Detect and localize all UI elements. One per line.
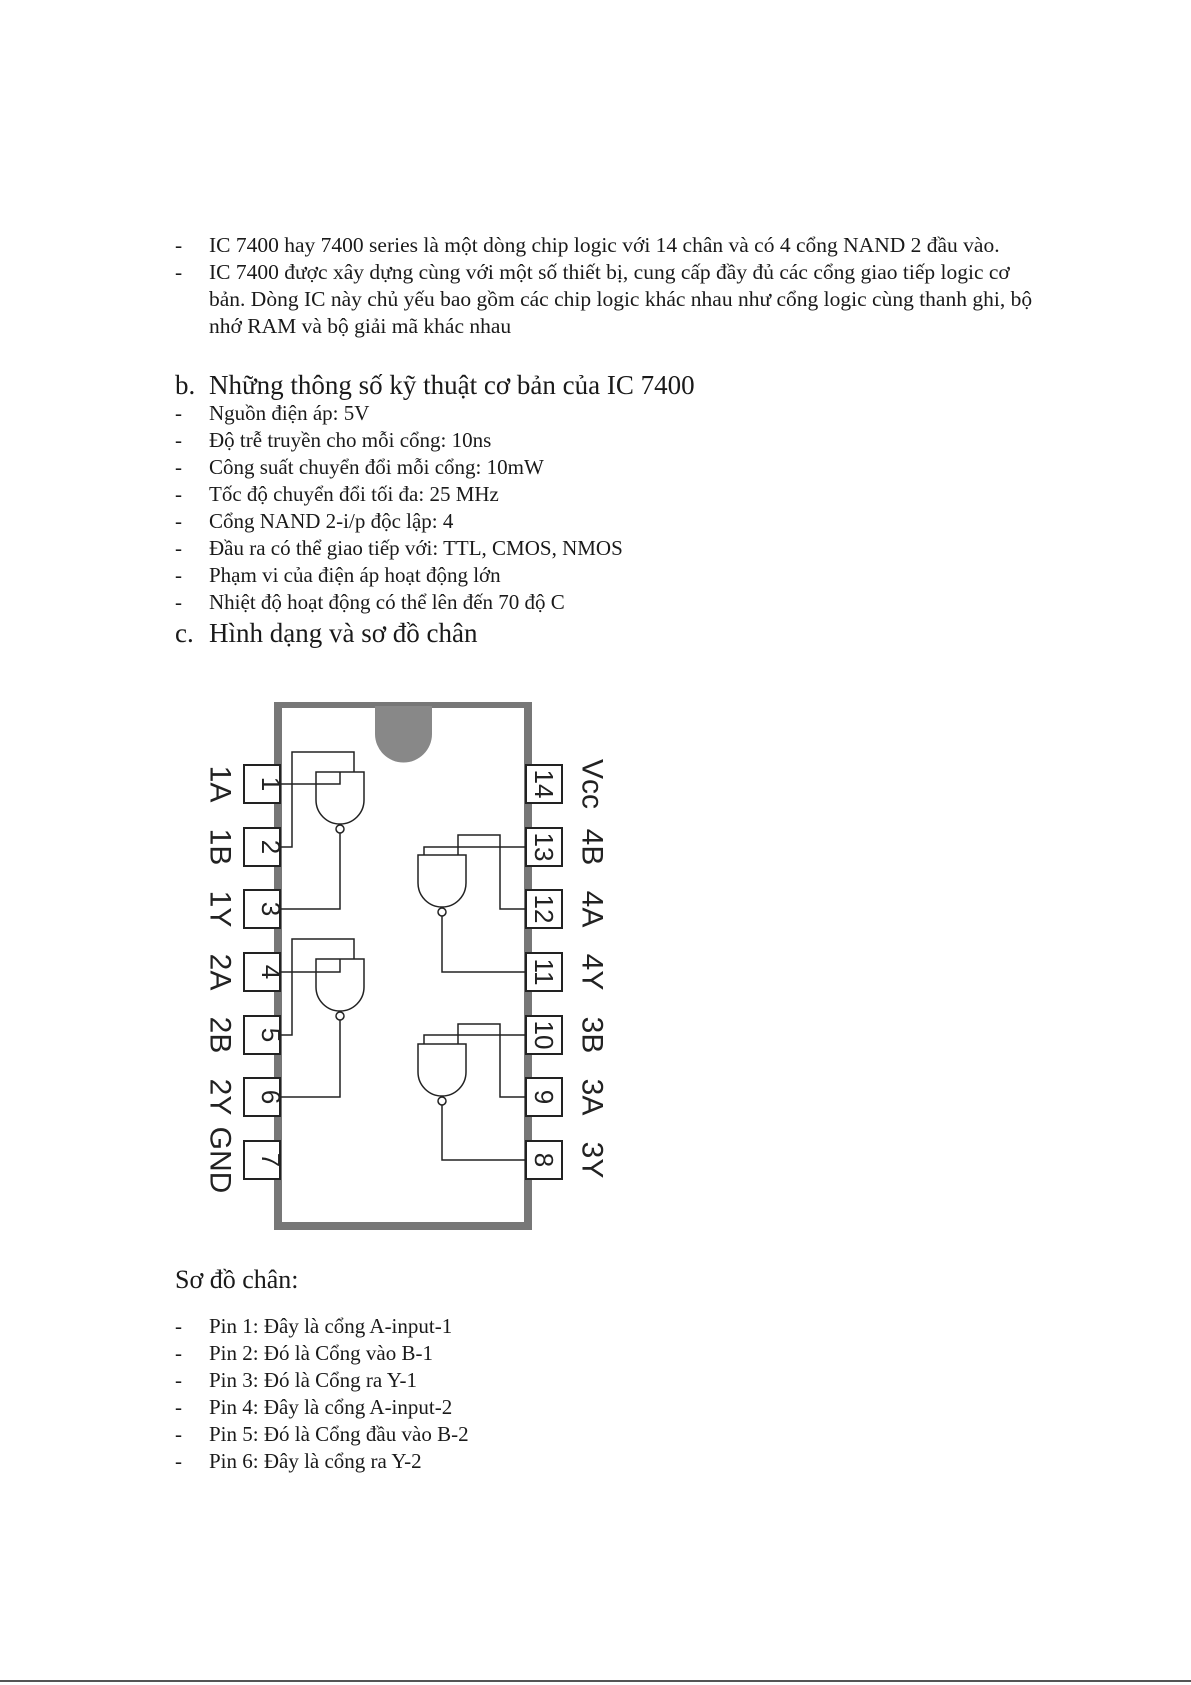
pin-number: 12: [529, 894, 559, 924]
list-item: - Nguồn điện áp: 5V: [175, 401, 370, 425]
pin-label: GND: [203, 1126, 237, 1194]
pin-label: 3Y: [575, 1141, 609, 1179]
pin-number: 14: [529, 769, 559, 799]
pin-number: 8: [529, 1152, 559, 1168]
pin-number: 11: [529, 958, 559, 986]
pin-label: 3A: [575, 1078, 609, 1116]
section-b-heading: b. Những thông số kỹ thuật cơ bản của IC 7400: [175, 370, 695, 400]
specs-list: [175, 400, 623, 616]
pin-number: 4: [256, 964, 286, 980]
list-item: - Công suất chuyển đổi mỗi cổng: 10mW: [175, 455, 544, 479]
pin-number: 2: [256, 839, 286, 855]
pin-number: 5: [256, 1027, 286, 1043]
pin-label: 4A: [575, 890, 609, 928]
pin-label: 2B: [203, 1016, 237, 1054]
list-item: - IC 7400 hay 7400 series là một dòng chip logic với 14 chân và có 4 cổng NAND 2 đầu vào.: [175, 233, 1000, 257]
pin-label: Vcc: [575, 758, 609, 810]
page-bottom-rule: [0, 1680, 1191, 1682]
list-item: - Pin 5: Đó là Cổng đầu vào B-2: [175, 1422, 469, 1446]
pin-number: 3: [256, 901, 286, 917]
list-item: - Nhiệt độ hoạt động có thể lên đến 70 độ C: [175, 590, 565, 614]
list-item: - Đầu ra có thể giao tiếp với: TTL, CMOS, NMOS: [175, 536, 623, 560]
pin-number: 7: [256, 1152, 286, 1168]
pin-label: 3B: [575, 1016, 609, 1054]
pin-number: 6: [256, 1089, 286, 1105]
ic-7400-pinout-diagram: [200, 702, 620, 1232]
list-item: - Pin 1: Đây là cổng A-input-1: [175, 1314, 453, 1338]
pinout-list: [175, 1313, 469, 1475]
pin-number: 13: [529, 832, 559, 862]
pinout-title: Sơ đồ chân:: [175, 1265, 299, 1294]
list-item: - IC 7400 được xây dựng cùng với một số thiết bị, cung cấp đầy đủ các cổng giao tiếp logic cơ bản. Dòng IC này chủ yếu bao gồm các chip logic khác nhau như cổng logic cùng thanh ghi, bộ nhớ RAM và bộ giải mã khác nhau: [175, 260, 1033, 338]
pin-label: 2Y: [203, 1078, 237, 1116]
pin-label: 4Y: [575, 953, 609, 991]
pin-label: 1B: [203, 828, 237, 866]
list-item: - Phạm vi của điện áp hoạt động lớn: [175, 563, 501, 587]
chip-notch: [375, 706, 432, 763]
list-item: - Pin 6: Đây là cổng ra Y-2: [175, 1449, 422, 1473]
list-item: - Độ trễ truyền cho mỗi cổng: 10ns: [175, 428, 492, 452]
list-item: - Pin 3: Đó là Cổng ra Y-1: [175, 1368, 418, 1392]
section-c-heading: c. Hình dạng và sơ đồ chân: [175, 618, 478, 648]
list-item: - Cổng NAND 2-i/p độc lập: 4: [175, 509, 454, 533]
list-item: - Tốc độ chuyển đổi tối đa: 25 MHz: [175, 482, 499, 506]
list-item: - Pin 4: Đây là cổng A-input-2: [175, 1395, 453, 1419]
list-item: - Pin 2: Đó là Cổng vào B-1: [175, 1341, 433, 1365]
pin-label: 1A: [203, 765, 237, 803]
pin-label: 2A: [203, 953, 237, 991]
pin-label: 4B: [575, 828, 609, 866]
intro-list: [175, 232, 1035, 340]
pin-number: 1: [256, 776, 286, 792]
pin-number: 9: [529, 1089, 559, 1105]
pin-label: 1Y: [203, 890, 237, 928]
pin-number: 10: [529, 1020, 559, 1050]
